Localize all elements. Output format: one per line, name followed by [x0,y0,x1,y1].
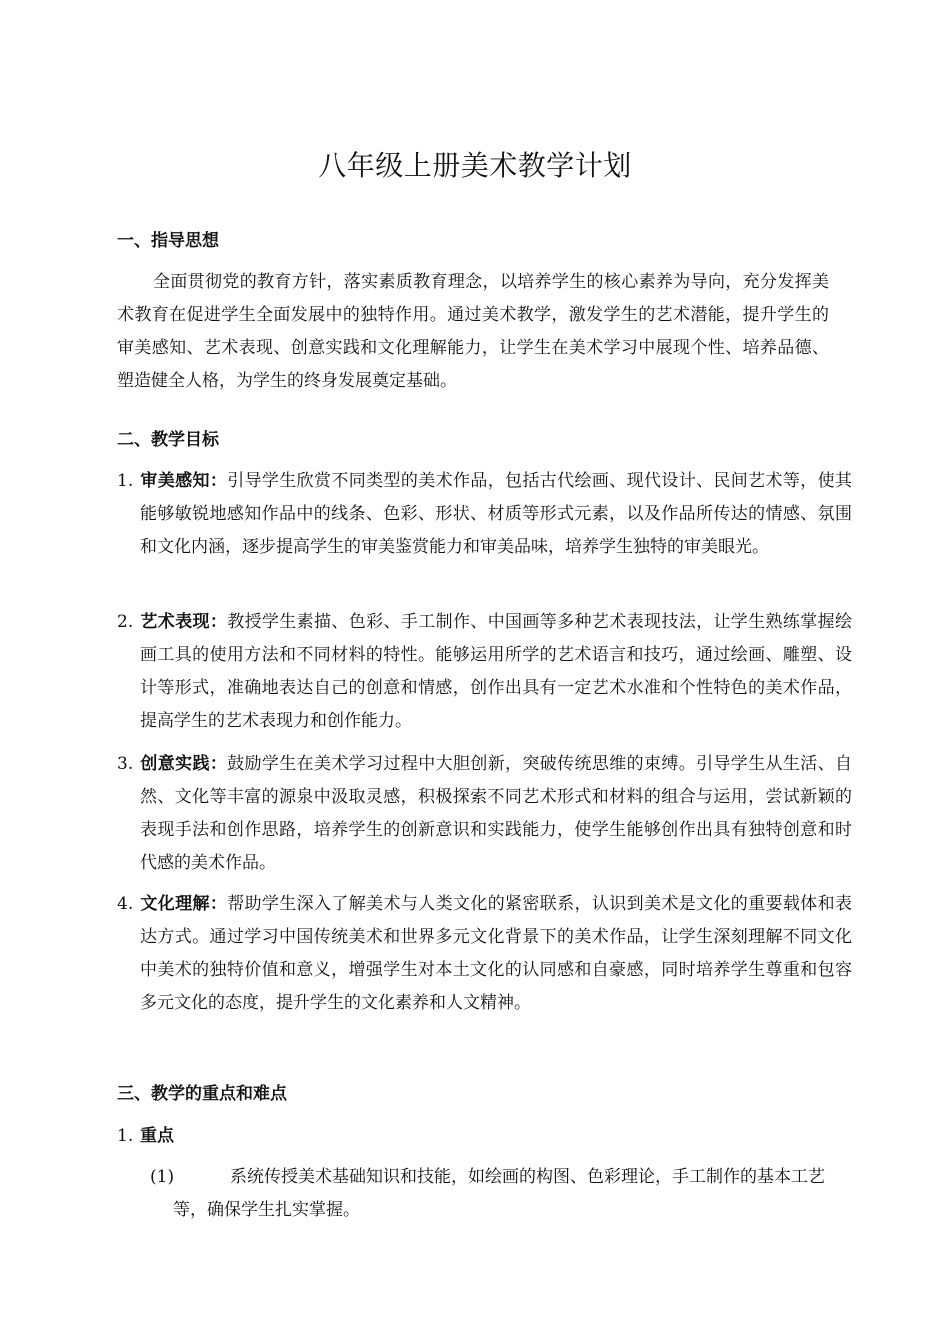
goal-item-creative-practice [117,748,852,880]
goal-item-cultural-understanding [117,888,852,1020]
section-heading-teaching-goals: 二、教学目标 [117,430,219,450]
goal-item-label: 艺术表现： [140,612,228,632]
sub-heading-key-points [117,1124,174,1148]
sub-heading-label: 重点 [140,1126,174,1146]
goal-item-number: 1. [117,471,134,491]
goal-item-text: 教授学生素描、色彩、手工制作、中国画等多种艺术表现技法，让学生熟练掌握绘画工具的使用方法和不同材料的特性。能够运用所学的艺术语言和技巧，通过绘画、雕塑、设计等形式，准确地表达自己的创意和情感，创作出具有一定艺术水准和个性特色的美术作品，提高学生的艺术表现力和创作能力。 [140,612,853,731]
key-point-text: 系统传授美术基础知识和技能，如绘画的构图、色彩理论，手工制作的基本工艺等，确保学生扎实掌握。 [173,1167,825,1220]
key-point-number: (1) [150,1167,175,1187]
guiding-ideology-paragraph: 全面贯彻党的教育方针，落实素质教育理念，以培养学生的核心素养为导向，充分发挥美术教育在促进学生全面发展中的独特作用。通过美术教学，激发学生的艺术潜能，提升学生的审美感知、艺术表现、创意实践和文化理解能力，让学生在美术学习中展现个性、培养品德、塑造健全人格，为学生的终身发展奠定基础。 [117,272,829,391]
key-point-item [150,1161,851,1227]
document-title: 八年级上册美术教学计划 [318,149,632,182]
goal-item-artistic-expression [117,606,852,738]
section-heading-key-points: 三、教学的重点和难点 [117,1084,287,1104]
goal-item-number: 4. [117,894,134,914]
goal-item-label: 审美感知： [140,471,228,491]
goal-item-number: 2. [117,612,134,632]
goal-item-label: 创意实践： [140,754,228,774]
goal-item-label: 文化理解： [140,894,228,914]
goal-item-aesthetic-perception [117,465,852,564]
goal-item-number: 3. [117,754,134,774]
section-heading-guiding-ideology: 一、指导思想 [117,231,219,251]
goal-item-text: 引导学生欣赏不同类型的美术作品，包括古代绘画、现代设计、民间艺术等，使其能够敏锐地感知作品中的线条、色彩、形状、材质等形式元素，以及作品所传达的情感、氛围和文化内涵，逐步提高学生的审美鉴赏能力和审美品味，培养学生独特的审美眼光。 [140,471,853,557]
goal-item-text: 帮助学生深入了解美术与人类文化的紧密联系，认识到美术是文化的重要载体和表达方式。通过学习中国传统美术和世界多元文化背景下的美术作品，让学生深刻理解不同文化中美术的独特价值和意义，增强学生对本土文化的认同感和自豪感，同时培养学生尊重和包容多元文化的态度，提升学生的文化素养和人文精神。 [140,894,853,1013]
sub-heading-number: 1. [117,1126,134,1146]
goal-item-text: 鼓励学生在美术学习过程中大胆创新，突破传统思维的束缚。引导学生从生活、自然、文化等丰富的源泉中汲取灵感，积极探索不同艺术形式和材料的组合与运用，尝试新颖的表现手法和创作思路，培养学生的创新意识和实践能力，使学生能够创作出具有独特创意和时代感的美术作品。 [140,754,853,873]
